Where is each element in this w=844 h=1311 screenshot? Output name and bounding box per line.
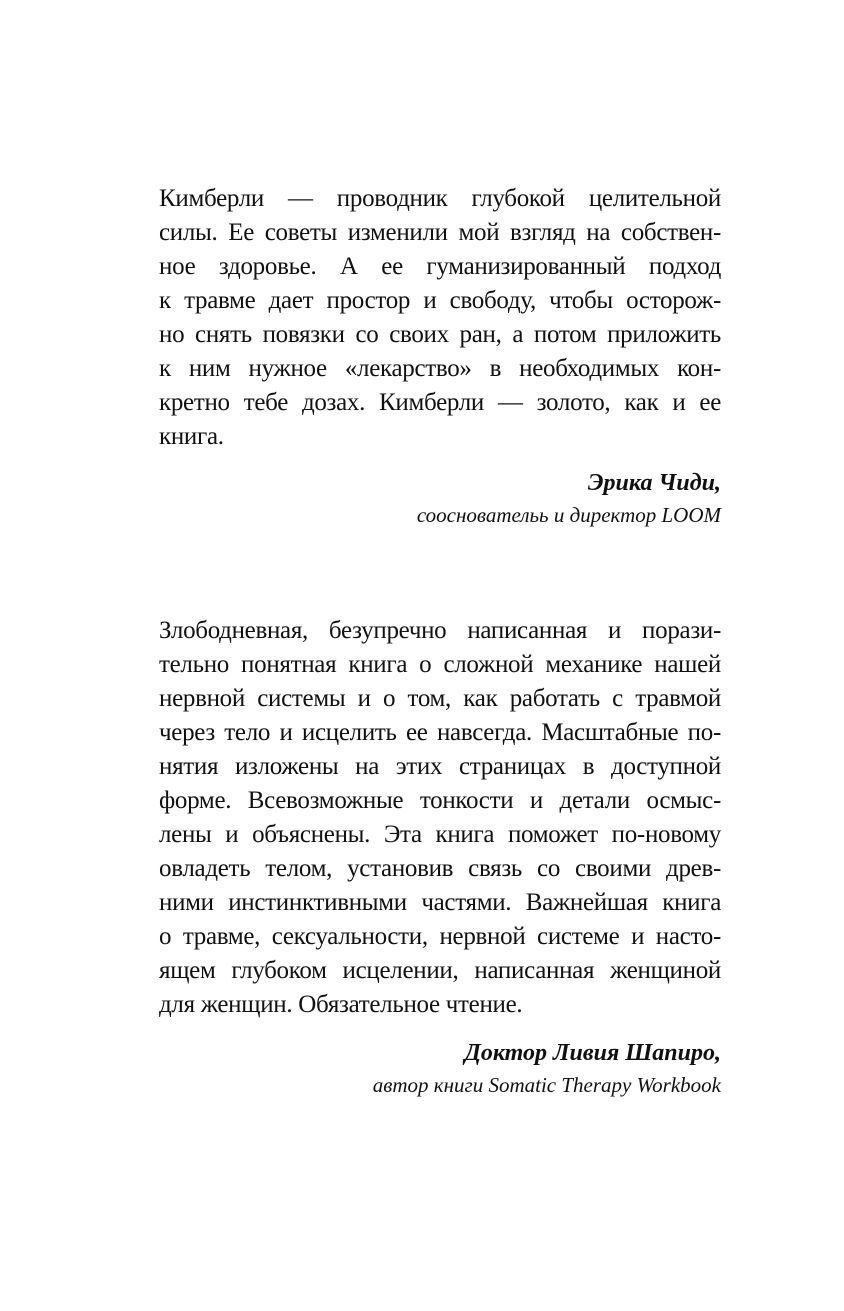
quote-line: к травме дает простор и свободу, чтобы осторож- xyxy=(159,287,721,314)
quote-line: лены и объяснены. Эта книга поможет по-новому xyxy=(159,821,721,848)
quote-line: но снять повязки со своих ран, а потом приложить xyxy=(159,321,721,348)
author-role: соосновательь и директор LOOM xyxy=(416,503,721,527)
author-role: автор книги Somatic Therapy Workbook xyxy=(372,1073,721,1097)
quote-line: о травме, сексуальности, нервной системе и насто- xyxy=(159,923,721,950)
quote-line: ящем глубоком исцелении, написанная женщиной xyxy=(159,957,721,984)
quote-line: Злободневная, безупречно написанная и порази- xyxy=(159,617,721,644)
quote-line: ними инстинктивными частями. Важнейшая книга xyxy=(159,889,721,916)
quote-line: нервной системы и о том, как работать с травмой xyxy=(159,685,721,712)
endorsement-2 xyxy=(159,614,721,1100)
quote-line: книга. xyxy=(159,423,224,450)
quote-line: тельно понятная книга о сложной механике нашей xyxy=(159,651,721,678)
quote-line: Кимберли — проводник глубокой целительной xyxy=(159,185,721,212)
author-name: Доктор Ливия Шапиро, xyxy=(464,1040,721,1066)
quote-line: через тело и исцелить ее навсегда. Масштабные по- xyxy=(159,719,721,746)
endorsement-1 xyxy=(159,182,721,530)
endorsement-attribution xyxy=(159,466,721,530)
quote-line: кретно тебе дозах. Кимберли — золото, как и ее xyxy=(159,389,721,416)
quote-line: овладеть телом, установив связь со своими древ- xyxy=(159,855,721,882)
quote-line: нятия изложены на этих страницах в доступной xyxy=(159,753,721,780)
endorsement-quote xyxy=(159,182,721,454)
endorsement-attribution xyxy=(159,1036,721,1100)
quote-line: ное здоровье. А ее гуманизированный подход xyxy=(159,253,721,280)
endorsement-quote xyxy=(159,614,721,1022)
quote-line: для женщин. Обязательное чтение. xyxy=(159,991,523,1018)
quote-line: к ним нужное «лекарство» в необходимых кон- xyxy=(159,355,721,382)
author-name: Эрика Чиди, xyxy=(587,470,721,496)
quote-line: форме. Всевозможные тонкости и детали осмыс- xyxy=(159,787,721,814)
quote-line: силы. Ее советы изменили мой взгляд на собствен- xyxy=(159,219,721,246)
